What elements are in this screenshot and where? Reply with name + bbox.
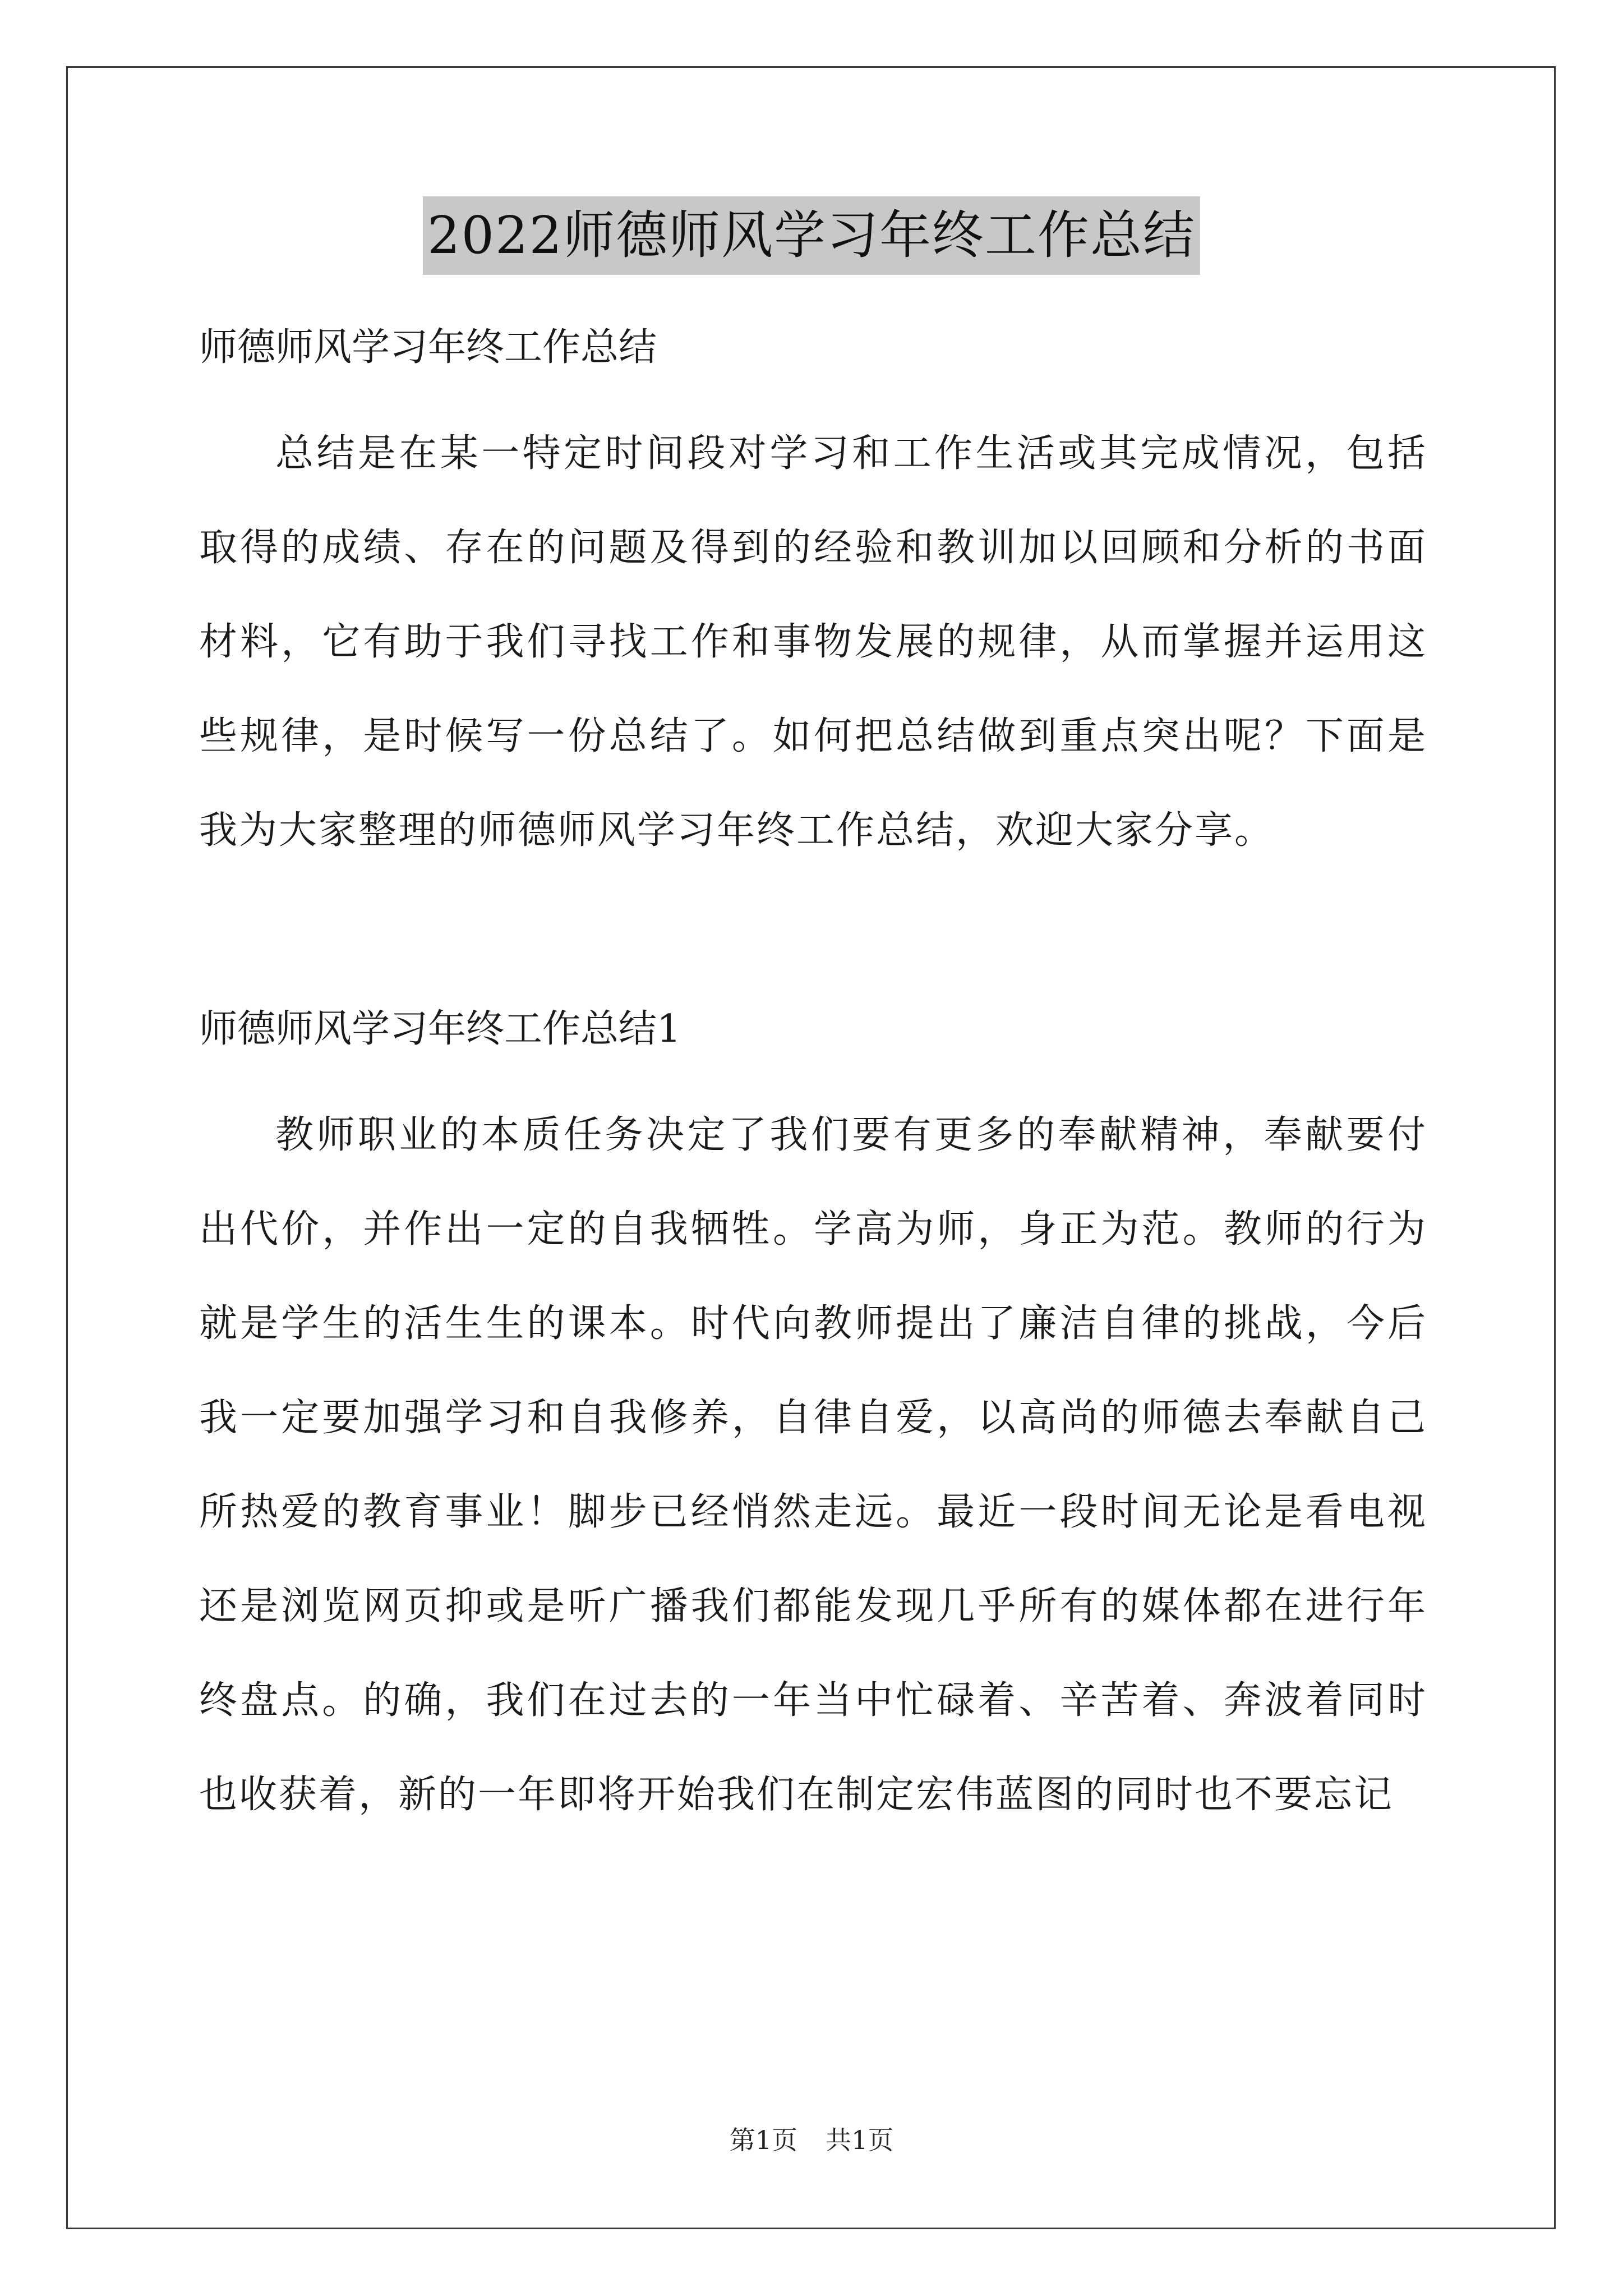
spacer [199,878,1427,996]
document-title: 2022师德师风学习年终工作总结 [423,196,1200,275]
page-number-current: 第1页 [729,2125,797,2155]
page-footer [0,2120,1623,2160]
document-subtitle: 师德师风学习年终工作总结 [199,325,657,370]
intro-paragraph: 总结是在某一特定时间段对学习和工作生活或其完成情况，包括取得的成绩、存在的问题及得到的经验和教训加以回顾和分析的书面材料，它有助于我们寻找工作和事物发展的规律，从而掌握并运用这些规律，是时候写一份总结了。如何把总结做到重点突出呢？下面是我为大家整理的师德师风学习年终工作总结，欢迎大家分享。 [199,431,1427,853]
spacer [199,381,1427,407]
page-number-total: 共1页 [826,2125,894,2155]
section-1-paragraph: 教师职业的本质任务决定了我们要有更多的奉献精神，奉献要付出代价，并作出一定的自我牺牲。学高为师，身正为范。教师的行为就是学生的活生生的课本。时代向教师提出了廉洁自律的挑战，今后我一定要加强学习和自我修养，自律自爱，以高尚的师德去奉献自己所热爱的教育事业！脚步已经悄然走远。最近一段时间无论是看电视还是浏览网页抑或是听广播我们都能发现几乎所有的媒体都在进行年终盘点。的确，我们在过去的一年当中忙碌着、辛苦着、奔波着同时也收获着，新的一年即将开始我们在制定宏伟蓝图的同时也不要忘记 [199,1113,1427,1817]
document-body [199,314,1427,1842]
spacer [199,1063,1427,1088]
title-container [0,196,1623,275]
section-1-heading: 师德师风学习年终工作总结1 [199,1007,681,1051]
